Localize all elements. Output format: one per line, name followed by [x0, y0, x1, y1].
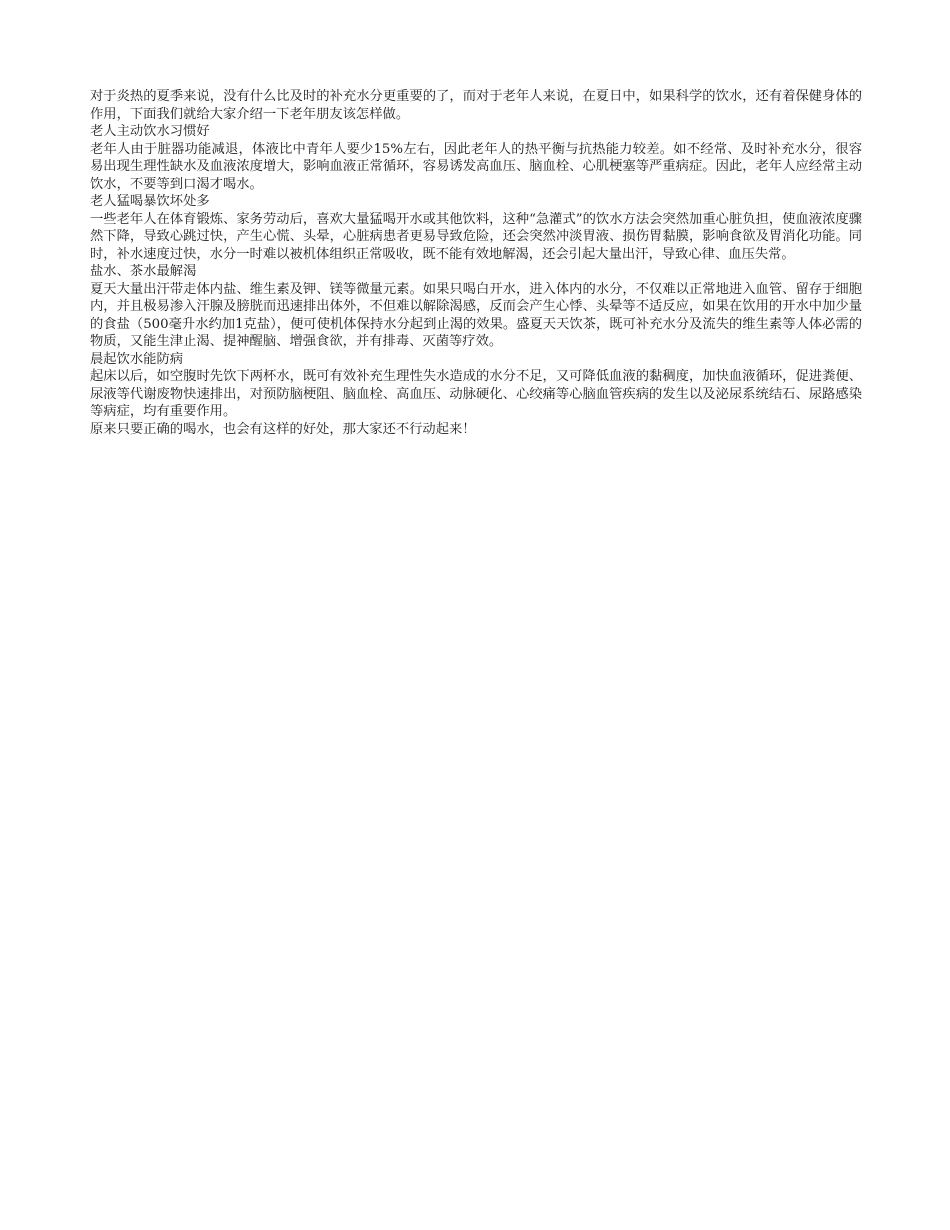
section-heading-morning-water: 晨起饮水能防病: [90, 351, 184, 367]
section-body-salt-tea: 夏天大量出汗带走体内盐、维生素及钾、镁等微量元素。如果只喝白开水，进入体内的水分，不仅难以正常地进入血管、留存于细胞内，并且极易渗入汗腺及膀胱而迅速排出体外，不但难以解除渴感，反而会产生心悸、头晕等不适反应，如果在饮用的开水中加少量的食盐（500毫升水约加1克盐），便可使机体保持水分起到止渴的效果。盛夏天天饮茶，既可补充水分及流失的维生素等人体必需的物质，又能生津止渴、提神醒脑、增强食欲，并有排毒、灭菌等疗效。: [90, 281, 862, 349]
document-body: [90, 88, 862, 438]
section-heading-binge-drinking: 老人猛喝暴饮坏处多: [90, 194, 210, 209]
closing-paragraph: 原来只要正确的喝水，也会有这样的好处，那大家还不行动起来！: [90, 421, 476, 437]
intro-paragraph: 对于炎热的夏季来说，没有什么比及时的补充水分更重要的了，而对于老年人来说，在夏日中，如果科学的饮水，还有着保健身体的作用，下面我们就给大家介绍一下老年朋友该怎样做。: [90, 89, 862, 122]
section-body-morning-water: 起床以后，如空腹时先饮下两杯水，既可有效补充生理性失水造成的水分不足，又可降低血液的黏稠度，加快血液循环，促进粪便、尿液等代谢废物快速排出，对预防脑梗阻、脑血栓、高血压、动脉硬化、心绞痛等心脑血管疾病的发生以及泌尿系统结石、尿路感染等病症，均有重要作用。: [90, 369, 862, 419]
section-heading-salt-tea: 盐水、茶水最解渴: [90, 264, 197, 279]
section-heading-active-drinking: 老人主动饮水习惯好: [90, 124, 210, 139]
section-body-active-drinking: 老年人由于脏器功能减退，体液比中青年人要少15%左右，因此老年人的热平衡与抗热能力较差。如不经常、及时补充水分，很容易出现生理性缺水及血液浓度增大，影响血液正常循环，容易诱发高血压、脑血栓、心肌梗塞等严重病症。因此，老年人应经常主动饮水，不要等到口渴才喝水。: [90, 141, 862, 192]
section-body-binge-drinking: 一些老年人在体育锻炼、家务劳动后，喜欢大量猛喝开水或其他饮料，这种“急灌式”的饮水方法会突然加重心脏负担，使血液浓度骤然下降，导致心跳过快，产生心慌、头晕，心脏病患者更易导致危险，还会突然冲淡胃液、损伤胃黏膜，影响食欲及胃消化功能。同时，补水速度过快，水分一时难以被机体组织正常吸收，既不能有效地解渴，还会引起大量出汗，导致心律、血压失常。: [90, 211, 863, 262]
